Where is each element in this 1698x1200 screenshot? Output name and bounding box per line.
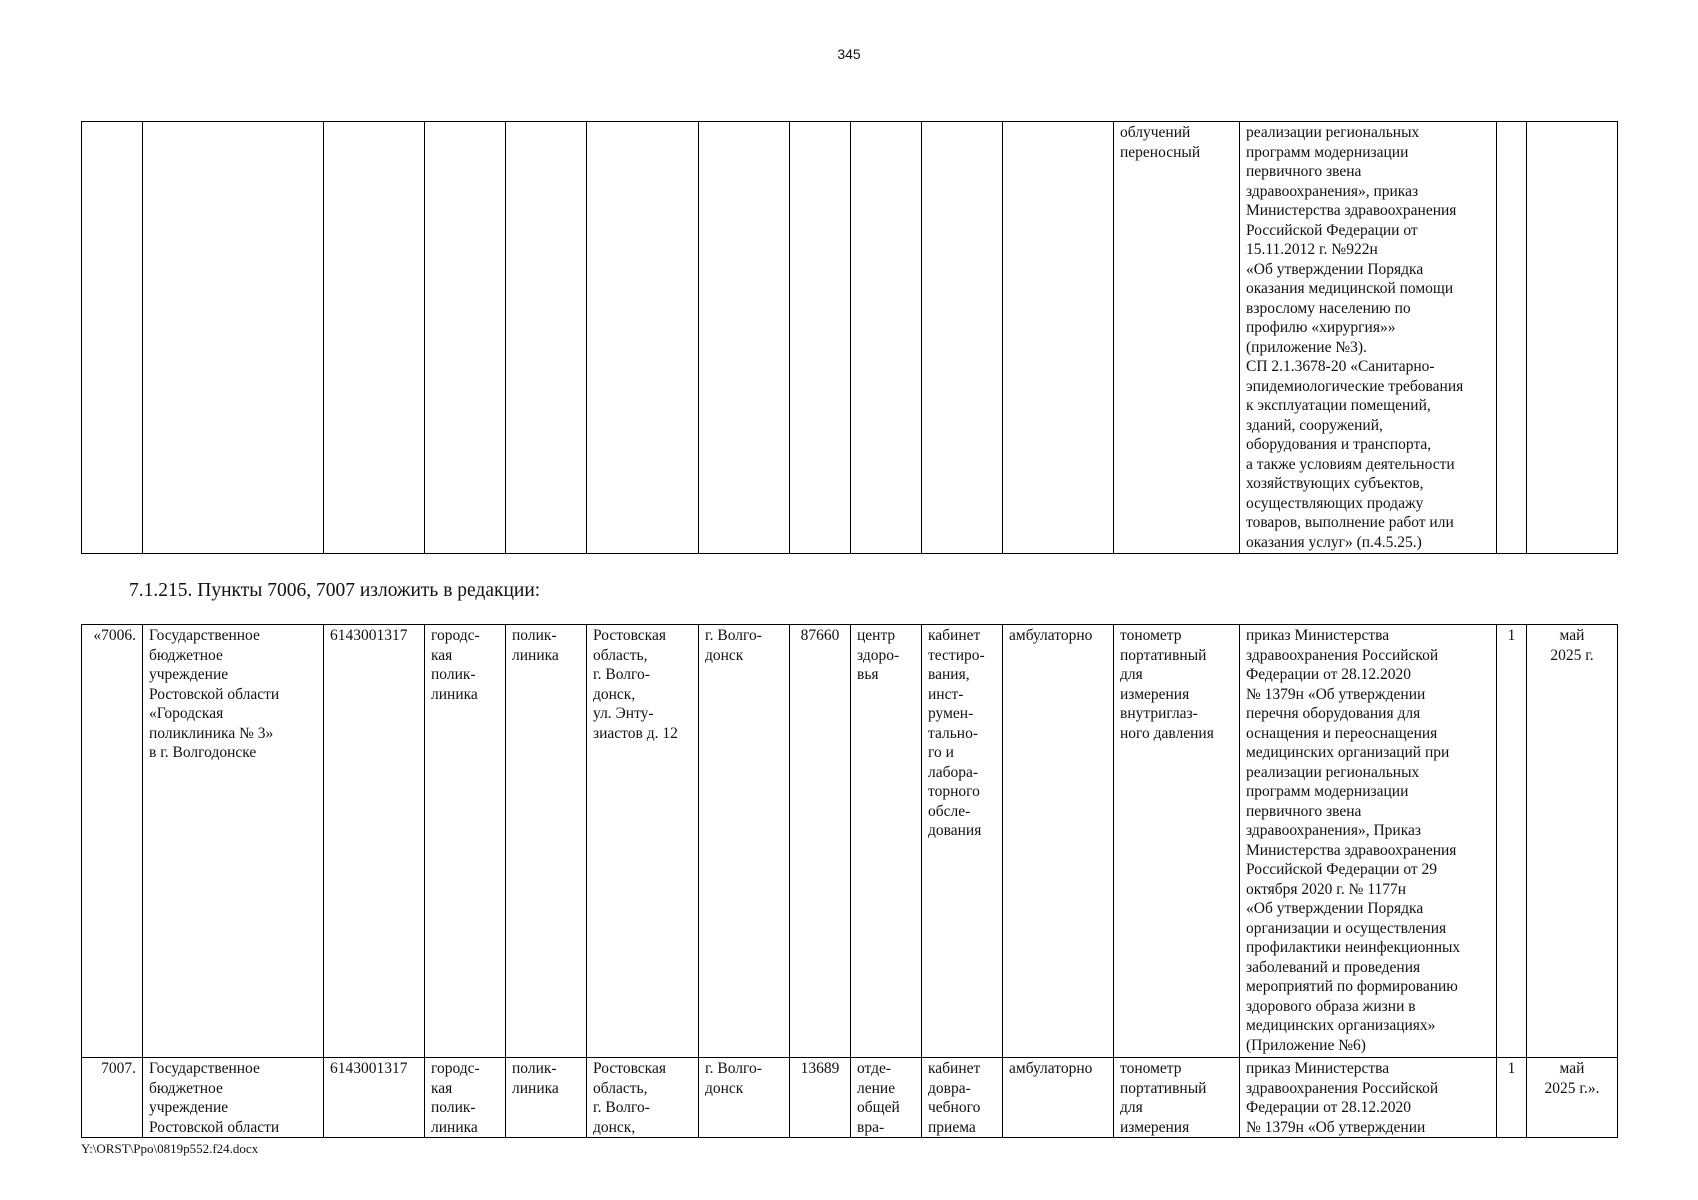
page-number: 345 bbox=[837, 46, 861, 62]
table-cell bbox=[82, 122, 143, 554]
code-cell: 13689 bbox=[790, 1058, 851, 1138]
table-cell bbox=[1003, 122, 1114, 554]
inn-cell: 6143001317 bbox=[324, 625, 425, 1058]
table-cell bbox=[699, 122, 790, 554]
equipment-cell: тонометр портативный для измерения внутриглаз- ного давления bbox=[1114, 625, 1240, 1058]
legal-basis-cell: реализации региональных программ модернизации первичного звена здравоохранения», приказ Министерства здравоохранения Российской Федерации от 15.11.2012 г. №922н «Об утверждении Порядка оказания медицинской помощи взрослому населению по профилю «хирургия»» (приложение №3). СП 2.1.3678-20 «Санитарно- эпидемиологические требования к эксплуатации помещений, зданий, сооружений, оборудования и транспорта, а также условиям деятельности хозяйствующих субъектов, осуществляющих продажу товаров, выполнение работ или оказания услуг» (п.4.5.25.) bbox=[1240, 122, 1497, 554]
address-cell: Ростовская область, г. Волго- донск, ул. Энту- зиастов д. 12 bbox=[587, 625, 699, 1058]
date-cell: май 2025 г.». bbox=[1527, 1058, 1618, 1138]
table-cell bbox=[790, 122, 851, 554]
unit-type-cell: полик- линика bbox=[506, 625, 587, 1058]
section-heading: 7.1.215. Пункты 7006, 7007 изложить в редакции: bbox=[129, 580, 541, 601]
organization-cell: Государственное бюджетное учреждение Ростовской области «Городская поликлиника № 3» в г. Волгодонске bbox=[143, 625, 324, 1058]
city-cell: г. Волго- донск bbox=[699, 1058, 790, 1138]
department-cell: центр здоро- вья bbox=[851, 625, 922, 1058]
equipment-cell: облучений переносный bbox=[1114, 122, 1240, 554]
continuation-table bbox=[81, 121, 1618, 554]
row-number-cell: «7006. bbox=[82, 625, 143, 1058]
room-cell: кабинет довра- чебного приема bbox=[922, 1058, 1003, 1138]
table-cell bbox=[506, 122, 587, 554]
table-cell bbox=[851, 122, 922, 554]
row-number-cell: 7007. bbox=[82, 1058, 143, 1138]
quantity-cell: 1 bbox=[1497, 1058, 1527, 1138]
date-cell: май 2025 г. bbox=[1527, 625, 1618, 1058]
inn-cell: 6143001317 bbox=[324, 1058, 425, 1138]
table-row bbox=[82, 122, 1618, 554]
table-cell bbox=[425, 122, 506, 554]
amendment-table bbox=[81, 624, 1618, 1138]
code-cell: 87660 bbox=[790, 625, 851, 1058]
table-cell bbox=[1527, 122, 1618, 554]
legal-basis-cell: приказ Министерства здравоохранения Российской Федерации от 28.12.2020 № 1379н «Об утверждении bbox=[1240, 1058, 1497, 1138]
table-row bbox=[82, 625, 1618, 1058]
file-path-footer: Y:\ORST\Ppo\0819p552.f24.docx bbox=[81, 1141, 259, 1156]
table-cell bbox=[143, 122, 324, 554]
address-cell: Ростовская область, г. Волго- донск, bbox=[587, 1058, 699, 1138]
room-cell: кабинет тестиро- вания, инст- румен- тально- го и лабора- торного обсле- дования bbox=[922, 625, 1003, 1058]
institution-type-cell: городс- кая полик- линика bbox=[425, 625, 506, 1058]
legal-basis-cell: приказ Министерства здравоохранения Российской Федерации от 28.12.2020 № 1379н «Об утверждении перечня оборудования для оснащения и переоснащения медицинских организаций при реализации региональных программ модернизации первичного звена здравоохранения», Приказ Министерства здравоохранения Российской Федерации от 29 октября 2020 г. № 1177н «Об утверждении Порядка организации и осуществления профилактики неинфекционных заболеваний и проведения мероприятий по формированию здорового образа жизни в медицинских организациях» (Приложение №6) bbox=[1240, 625, 1497, 1058]
equipment-cell: тонометр портативный для измерения bbox=[1114, 1058, 1240, 1138]
city-cell: г. Волго- донск bbox=[699, 625, 790, 1058]
table-cell bbox=[587, 122, 699, 554]
care-type-cell: амбулаторно bbox=[1003, 1058, 1114, 1138]
care-type-cell: амбулаторно bbox=[1003, 625, 1114, 1058]
organization-cell: Государственное бюджетное учреждение Ростовской области bbox=[143, 1058, 324, 1138]
department-cell: отде- ление общей вра- bbox=[851, 1058, 922, 1138]
table-cell bbox=[324, 122, 425, 554]
quantity-cell: 1 bbox=[1497, 625, 1527, 1058]
table-cell bbox=[1497, 122, 1527, 554]
unit-type-cell: полик- линика bbox=[506, 1058, 587, 1138]
institution-type-cell: городс- кая полик- линика bbox=[425, 1058, 506, 1138]
table-cell bbox=[922, 122, 1003, 554]
table-row bbox=[82, 1058, 1618, 1138]
